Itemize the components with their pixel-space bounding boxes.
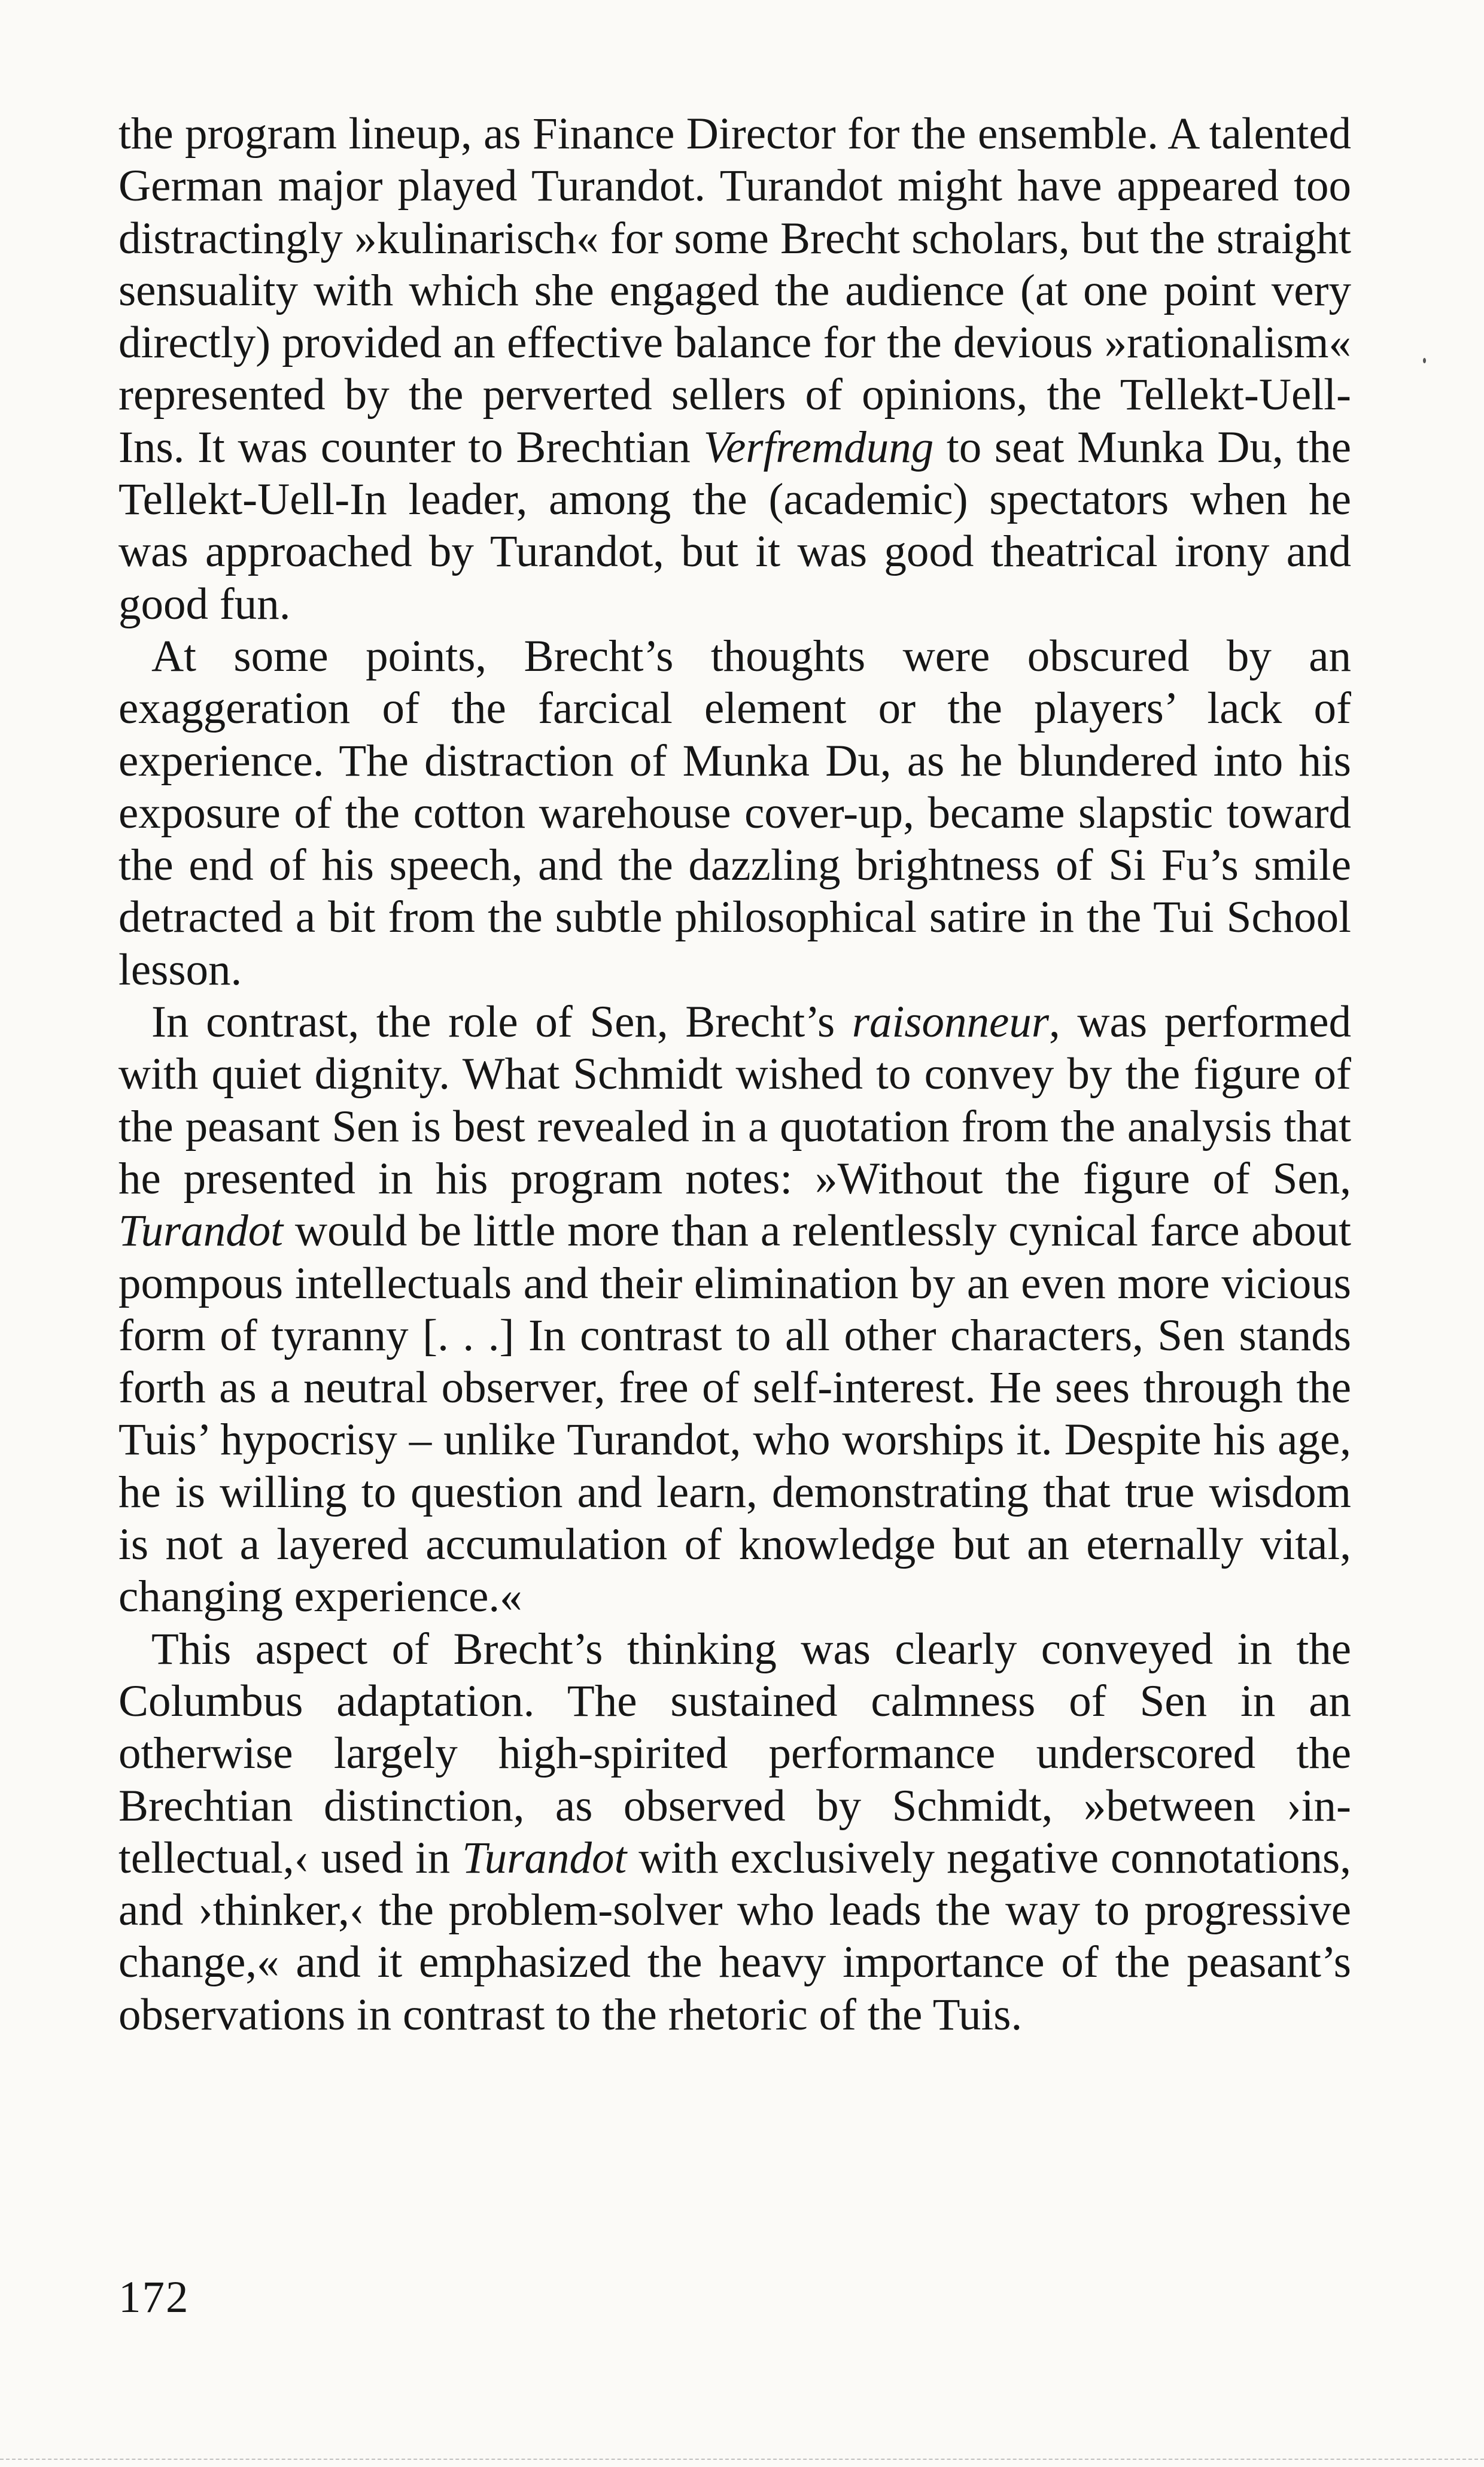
text-run: In contrast, the role of Sen, Brecht’s <box>151 997 852 1047</box>
text-run: to seat Munka Du, the Tellekt-Uell-In leader, among the (academic) spectators when he was approached by Turandot, but it was good theatrical irony and good fun. <box>118 422 1351 629</box>
text-run: , was performed with quiet dignity. What Schmidt wished to convey by the figure of the peasant Sen is best revealed in a quotation from the analysis that he presented in his program notes: »Without the figure of Sen, <box>118 997 1351 1204</box>
paper-speck <box>1423 358 1426 363</box>
text-run: the program lineup, as Finance Director for the ensemble. A talented German major played Turandot. Turandot might have appeared too distractingly »kulinarisch« for some Brecht scholars, but the straight sensuality with which she engaged the audience (at one point very directly) provided an effective balance for the devious »rationalism« represented by the perverted sellers of opinions, the Tellekt-Uell-Ins. It was counter to Brechtian <box>118 109 1351 472</box>
italic-term: Verfremdung <box>703 422 934 472</box>
italic-term: Turandot <box>118 1206 284 1256</box>
paragraph <box>118 996 1351 1623</box>
body-text <box>118 108 1351 2041</box>
text-run: with exclusively negative connotations, and ›thinker,‹ the problem-solver who leads the way to progressive change,« and it emphasized the heavy importance of the peasant’s observations in contrast to the rhetoric of the Tuis. <box>118 1833 1351 2040</box>
paragraph <box>118 1623 1351 2041</box>
page-number: 172 <box>118 2272 190 2322</box>
text-run: would be little more than a relentlessly cynical farce about pompous intellectuals and their elimination by an even more vicious form of tyranny [. . .] In contrast to all other characters, Sen stands forth as a neutral observer, free of self-interest. He sees through the Tuis’ hypocrisy – unlike Turandot, who worships it. Despite his age, he is willing to question and learn, demonstrating that true wisdom is not a layered accumulation of knowledge but an eternally vital, changing experience.« <box>118 1206 1351 1622</box>
bottom-edge-rule <box>0 2459 1484 2461</box>
italic-term: raisonneur <box>852 997 1050 1047</box>
paragraph <box>118 108 1351 630</box>
text-run: This aspect of Brecht’s thinking was clearly conveyed in the Columbus adaptation. The sustained calmness of Sen in an otherwise largely high-spirited performance underscored the Brechtian distinction, as observed by Schmidt, »between ›intellectual,‹ used in <box>118 1624 1351 1883</box>
text-run: At some points, Brecht’s thoughts were obscured by an exaggeration of the farcical element or the players’ lack of experience. The distraction of Munka Du, as he blundered into his exposure of the cotton warehouse cover-up, became slapstic toward the end of his speech, and the dazzling brightness of Si Fu’s smile detracted a bit from the subtle philosophical satire in the Tui School lesson. <box>118 631 1351 995</box>
italic-term: Turandot <box>462 1833 627 1883</box>
paragraph <box>118 630 1351 996</box>
